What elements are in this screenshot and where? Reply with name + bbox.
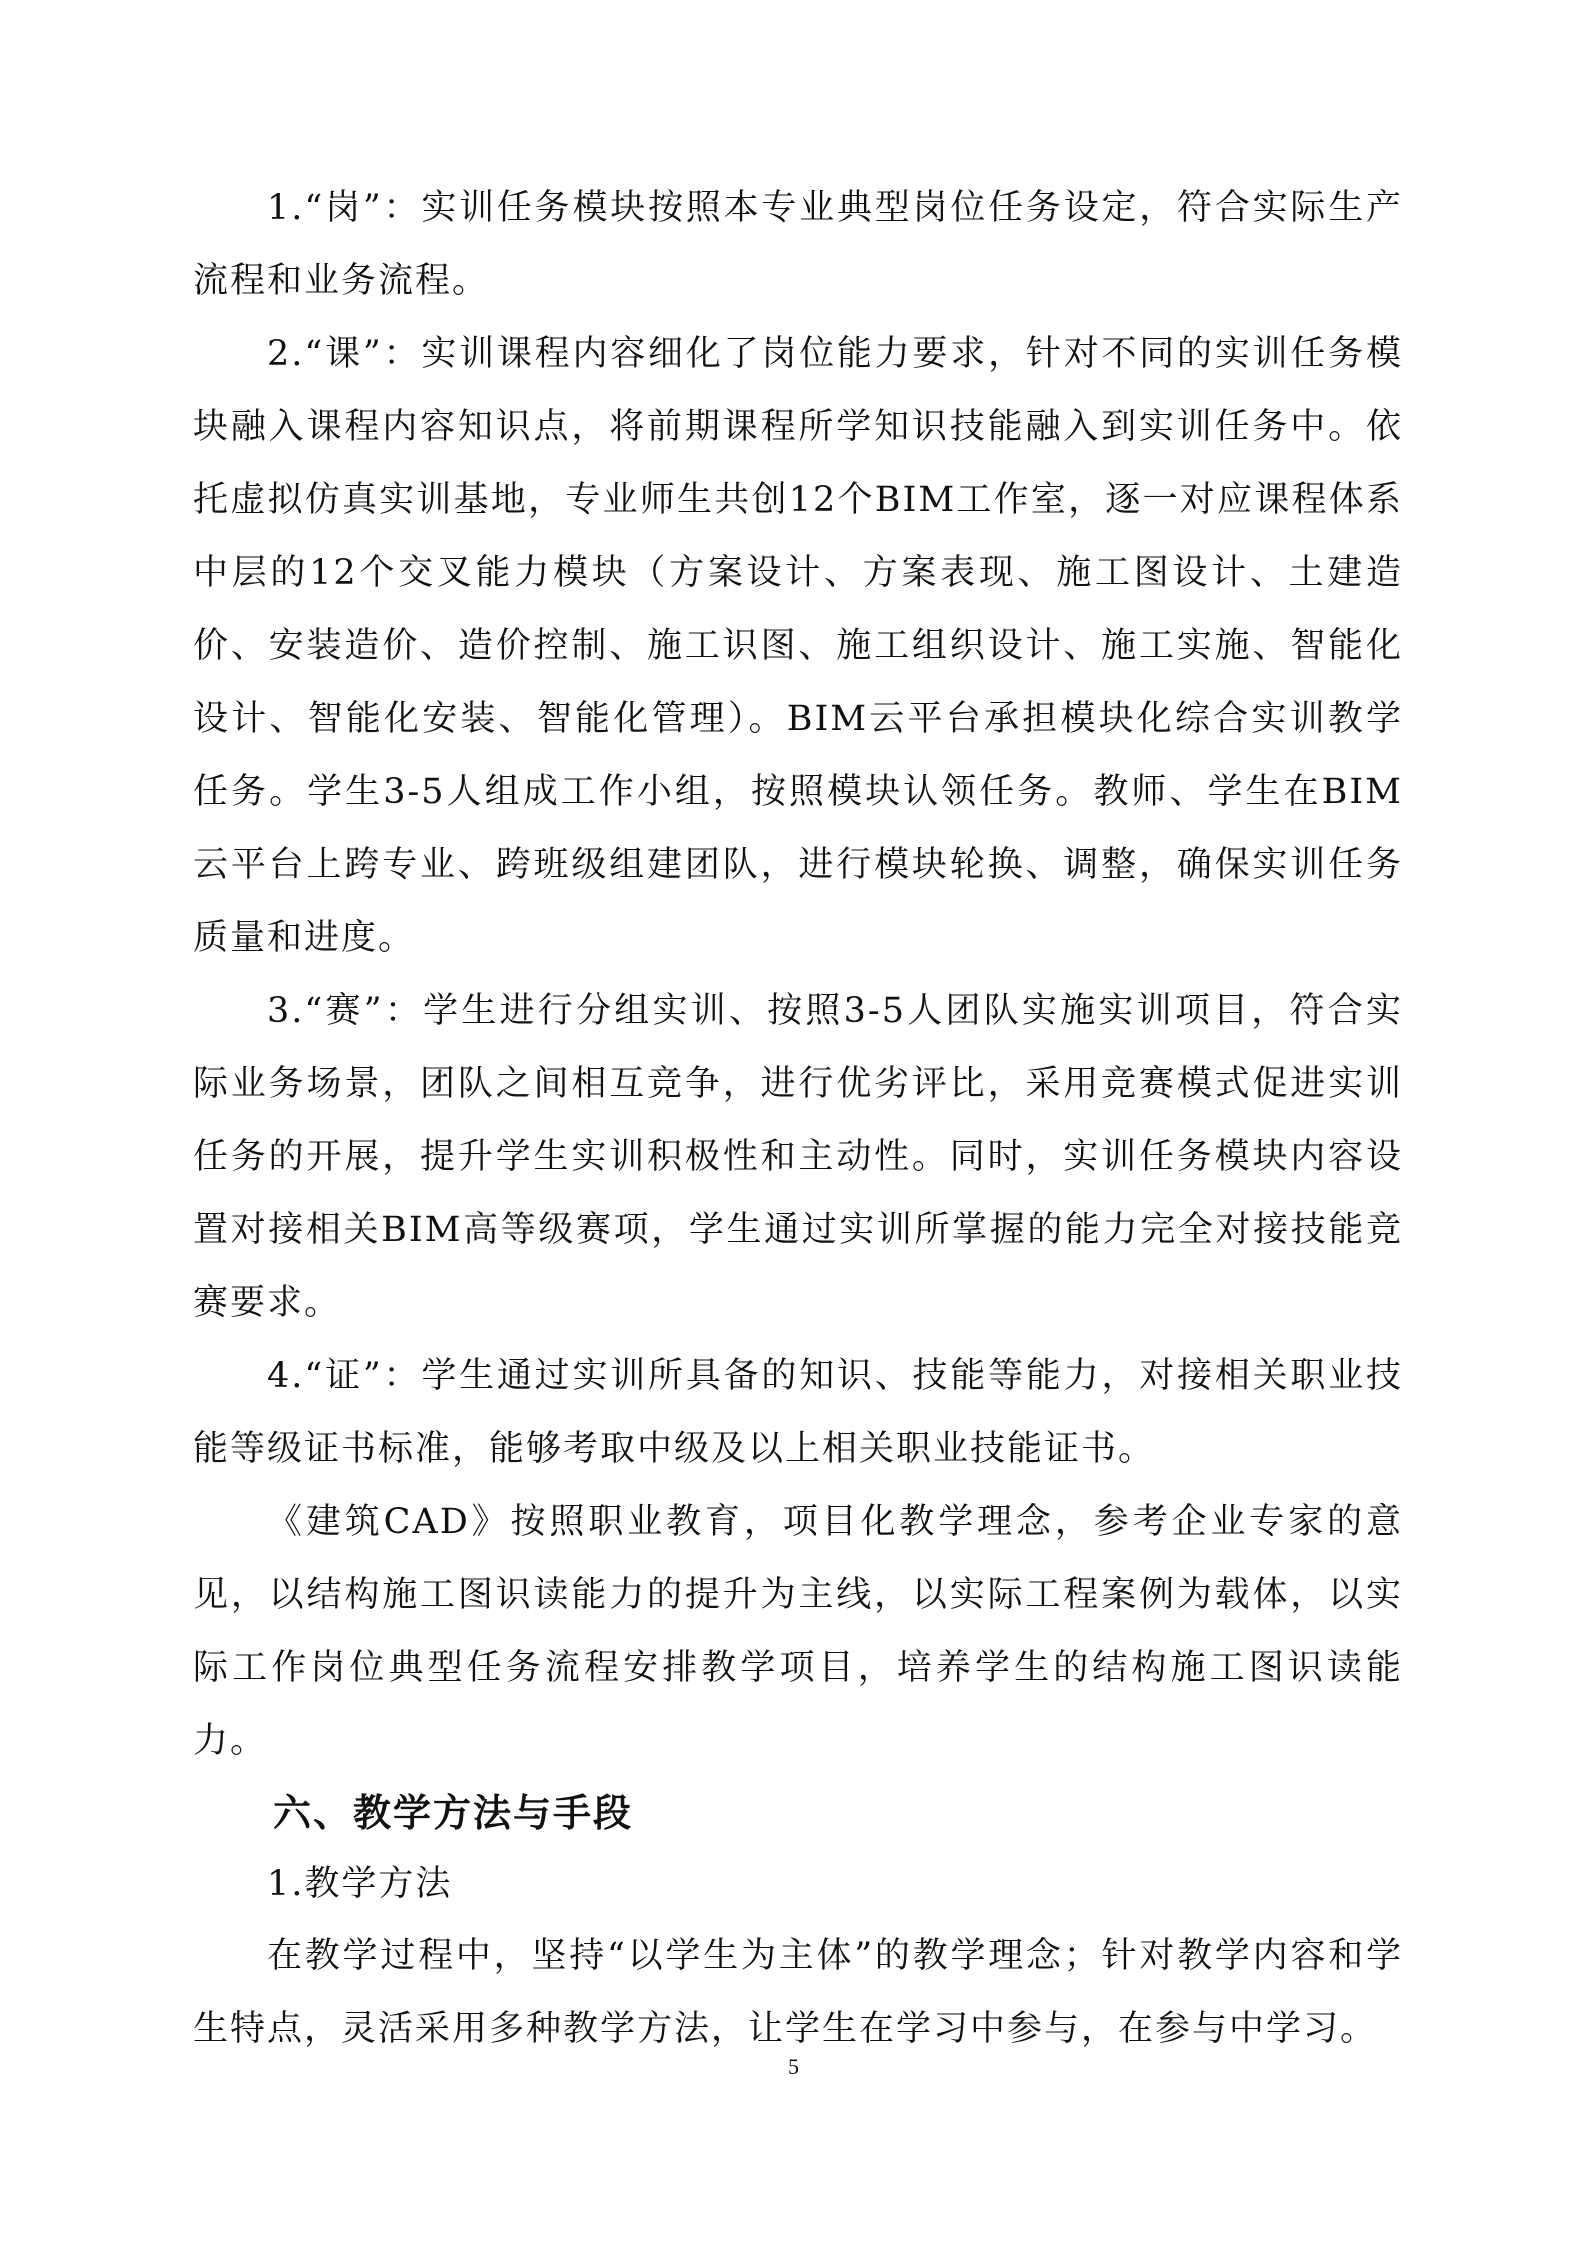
page-number: 5 [788,2054,799,2079]
paragraph-gang: 1.“岗”：实训任务模块按照本专业典型岗位任务设定，符合实际生产流程和业务流程。 [193,188,1403,301]
paragraph-sai: 3.“赛”：学生进行分组实训、按照3-5人团队实施实训项目，符合实际业务场景，团队之间相互竞争，进行优劣评比，采用竞赛模式促进实训任务的开展，提升学生实训积极性和主动性。同时，实训任务模块内容设置对接相关BIM高等级赛项，学生通过实训所掌握的能力完全对接技能竞赛要求。 [193,991,1403,1323]
paragraph-cad-course: 《建筑CAD》按照职业教育，项目化教学理念，参考企业专家的意见，以结构施工图识读能力的提升为主线，以实际工程案例为载体，以实际工作岗位典型任务流程安排教学项目，培养学生的结构施工图识读能力。 [193,1502,1403,1761]
subheading: 1.教学方法 [267,1864,453,1904]
paragraph-zheng: 4.“证”：学生通过实训所具备的知识、技能等能力，对接相关职业技能等级证书标准，能够考取中级及以上相关职业技能证书。 [193,1356,1403,1469]
section-heading: 六、教学方法与手段 [273,1791,634,1835]
paragraph-ke: 2.“课”：实训课程内容细化了岗位能力要求，针对不同的实训任务模块融入课程内容知识点，将前期课程所学知识技能融入到实训任务中。依托虚拟仿真实训基地，专业师生共创12个BIM工作室，逐一对应课程体系中层的12个交叉能力模块（方案设计、方案表现、施工图设计、土建造价、安装造价、造价控制、施工识图、施工组织设计、施工实施、智能化设计、智能化安装、智能化管理）。BIM云平台承担模块化综合实训教学任务。学生3-5人组成工作小组，按照模块认领任务。教师、学生在BIM云平台上跨专业、跨班级组建团队，进行模块轮换、调整，确保实训任务质量和进度。 [193,334,1403,958]
page-content [193,172,1403,2066]
paragraph-teaching-process: 在教学过程中，坚持“以学生为主体”的教学理念；针对教学内容和学生特点，灵活采用多种教学方法，让学生在学习中参与，在参与中学习。 [193,1936,1403,2049]
